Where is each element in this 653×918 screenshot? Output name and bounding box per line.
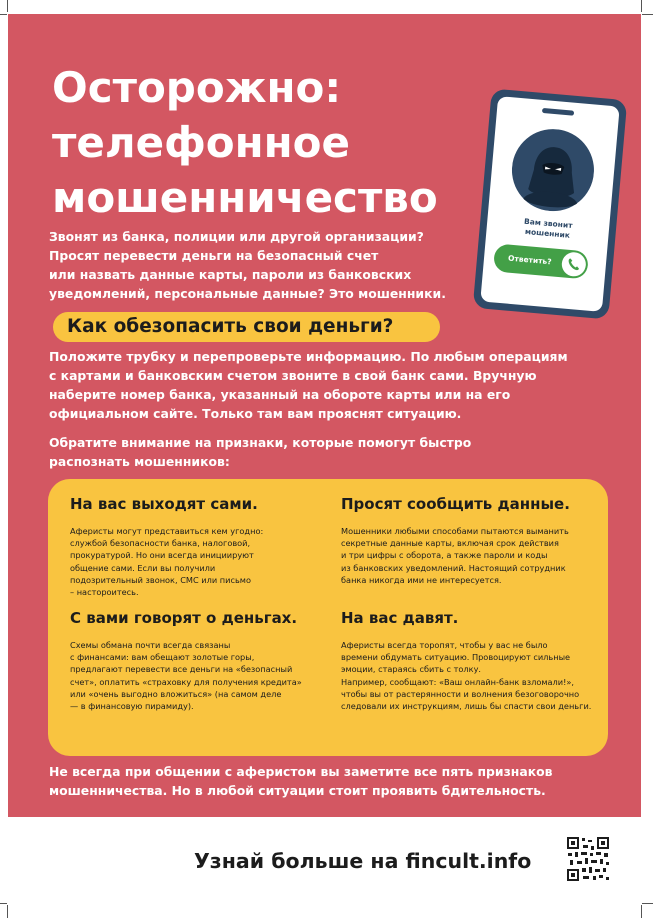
warning-sign-line: Схемы обмана почти всегда связаны (70, 640, 231, 650)
warning-sign-line: Например, сообщают: «Ваш онлайн-банк взломали!», (341, 676, 574, 687)
warning-sign (70, 493, 338, 598)
crop-mark (641, 0, 642, 12)
signs-intro-paragraph (49, 433, 599, 471)
warning-sign-line: следовали их инструкциям, лишь бы спасти свои деньги. (341, 701, 592, 712)
warning-sign-line: подозрительный звонок, СМС или письмо (70, 574, 251, 585)
warning-sign-line: прокуратурой. Но они всегда инициируют (70, 550, 254, 561)
warning-sign-line: или «очень выгодно вложиться» (на самом деле (70, 688, 282, 699)
warning-sign-text (70, 525, 338, 598)
warning-sign-title: Просят сообщить данные. (341, 495, 570, 513)
phone-illustration (473, 88, 628, 319)
warning-sign-text (70, 639, 338, 712)
warning-sign (70, 607, 338, 712)
warning-sign-line: – настороитесь. (70, 587, 139, 598)
footer-link-text: Узнай больше на fincult.info (194, 849, 532, 873)
warning-sign (341, 493, 609, 586)
warning-sign-line: Мошенники любыми способами пытаются выманить (341, 526, 569, 536)
warning-sign-title: На вас выходят сами. (70, 495, 258, 513)
intro-line: Звонят из банка, полиции или другой организации? (49, 229, 424, 244)
hooded-fraudster-icon (509, 126, 598, 215)
outro-line: мошенничества. Но в любой ситуации стоит проявить бдительность. (49, 783, 546, 798)
outro-line: Не всегда при общении с аферистом вы заметите все пять признаков (49, 764, 553, 779)
crop-mark (642, 903, 653, 904)
warning-sign-line: времени обдумать ситуацию. Провоцируют сильные (341, 652, 571, 663)
warning-sign-line: счет», оплатить «страховку для получения кредита» (70, 676, 302, 687)
poster-title (52, 60, 472, 225)
warning-sign-line: предлагают перевести все деньги на «безопасный (70, 664, 293, 675)
warning-sign-text (341, 639, 609, 712)
intro-paragraph (49, 227, 469, 303)
warning-sign-line: Аферисты могут представиться кем угодно: (70, 526, 264, 536)
intro-line: Просят перевести деньги на безопасный счет (49, 248, 379, 263)
caller-label-line: Вам звонит (523, 216, 573, 231)
title-line: мошенничество (52, 173, 438, 222)
warning-sign-title: На вас давят. (341, 609, 459, 627)
warning-sign-line: чтобы вы от растерянности и волнения безоговорочно (341, 688, 580, 699)
crop-mark (0, 903, 7, 904)
crop-mark (642, 14, 653, 15)
warning-sign-line: Аферисты всегда торопят, чтобы у вас не было (341, 640, 548, 650)
caller-label (486, 214, 609, 245)
intro-line: уведомлений, персональные данные? Это мошенники. (49, 286, 446, 301)
advice-line: Положите трубку и перепроверьте информацию. По любым операциям (49, 349, 568, 364)
warning-sign-line: эмоции, стараясь сбить с толку. (341, 664, 482, 675)
warning-sign-line: общение сами. Если вы получили (70, 562, 216, 573)
signs-intro-line: распознать мошенников: (49, 454, 230, 469)
advice-line: с картами и банковским счетом звоните в свой банк сами. Вручную (49, 368, 537, 383)
warning-sign-title: С вами говорят о деньгах. (70, 609, 298, 627)
qr-code-icon (566, 836, 610, 882)
warning-sign (341, 607, 609, 712)
phone-handset-icon (561, 251, 587, 277)
warning-sign-line: — в финансовую пирамиду). (70, 701, 194, 712)
caller-label-line: мошенник (524, 226, 571, 240)
phone-screen (480, 96, 619, 312)
signs-intro-line: Обратите внимание на признаки, которые помогут быстро (49, 435, 472, 450)
crop-mark (0, 14, 7, 15)
advice-line: наберите номер банка, указанный на обороте карты или на его (49, 387, 511, 402)
crop-mark (641, 905, 642, 918)
warning-signs-panel (48, 479, 608, 756)
intro-line: или назвать данные карты, пароли из банковских (49, 267, 412, 282)
warning-sign-line: и три цифры с оборота, а также пароли и коды (341, 550, 548, 561)
title-line: телефонное (52, 118, 350, 167)
poster (8, 14, 641, 817)
warning-sign-line: с финансами: вам обещают золотые горы, (70, 652, 255, 663)
answer-label: Ответить? (507, 253, 552, 267)
title-line: Осторожно: (52, 63, 342, 112)
outro-paragraph (49, 762, 609, 800)
warning-sign-line: банка никогда ими не интересуется. (341, 574, 502, 585)
crop-mark (7, 0, 8, 12)
warning-sign-line: из банковских уведомлений. Настоящий сотрудник (341, 562, 566, 573)
advice-paragraph (49, 347, 599, 423)
section-heading: Как обезопасить свои деньги? (53, 312, 440, 342)
answer-button (493, 243, 589, 279)
warning-sign-line: секретные данные карты, включая срок действия (341, 538, 559, 549)
phone-speaker (542, 108, 574, 116)
warning-sign-text (341, 525, 609, 586)
crop-mark (7, 905, 8, 918)
advice-line: официальном сайте. Только там вам прояснят ситуацию. (49, 406, 462, 421)
warning-sign-line: службой безопасности банка, налоговой, (70, 538, 251, 549)
